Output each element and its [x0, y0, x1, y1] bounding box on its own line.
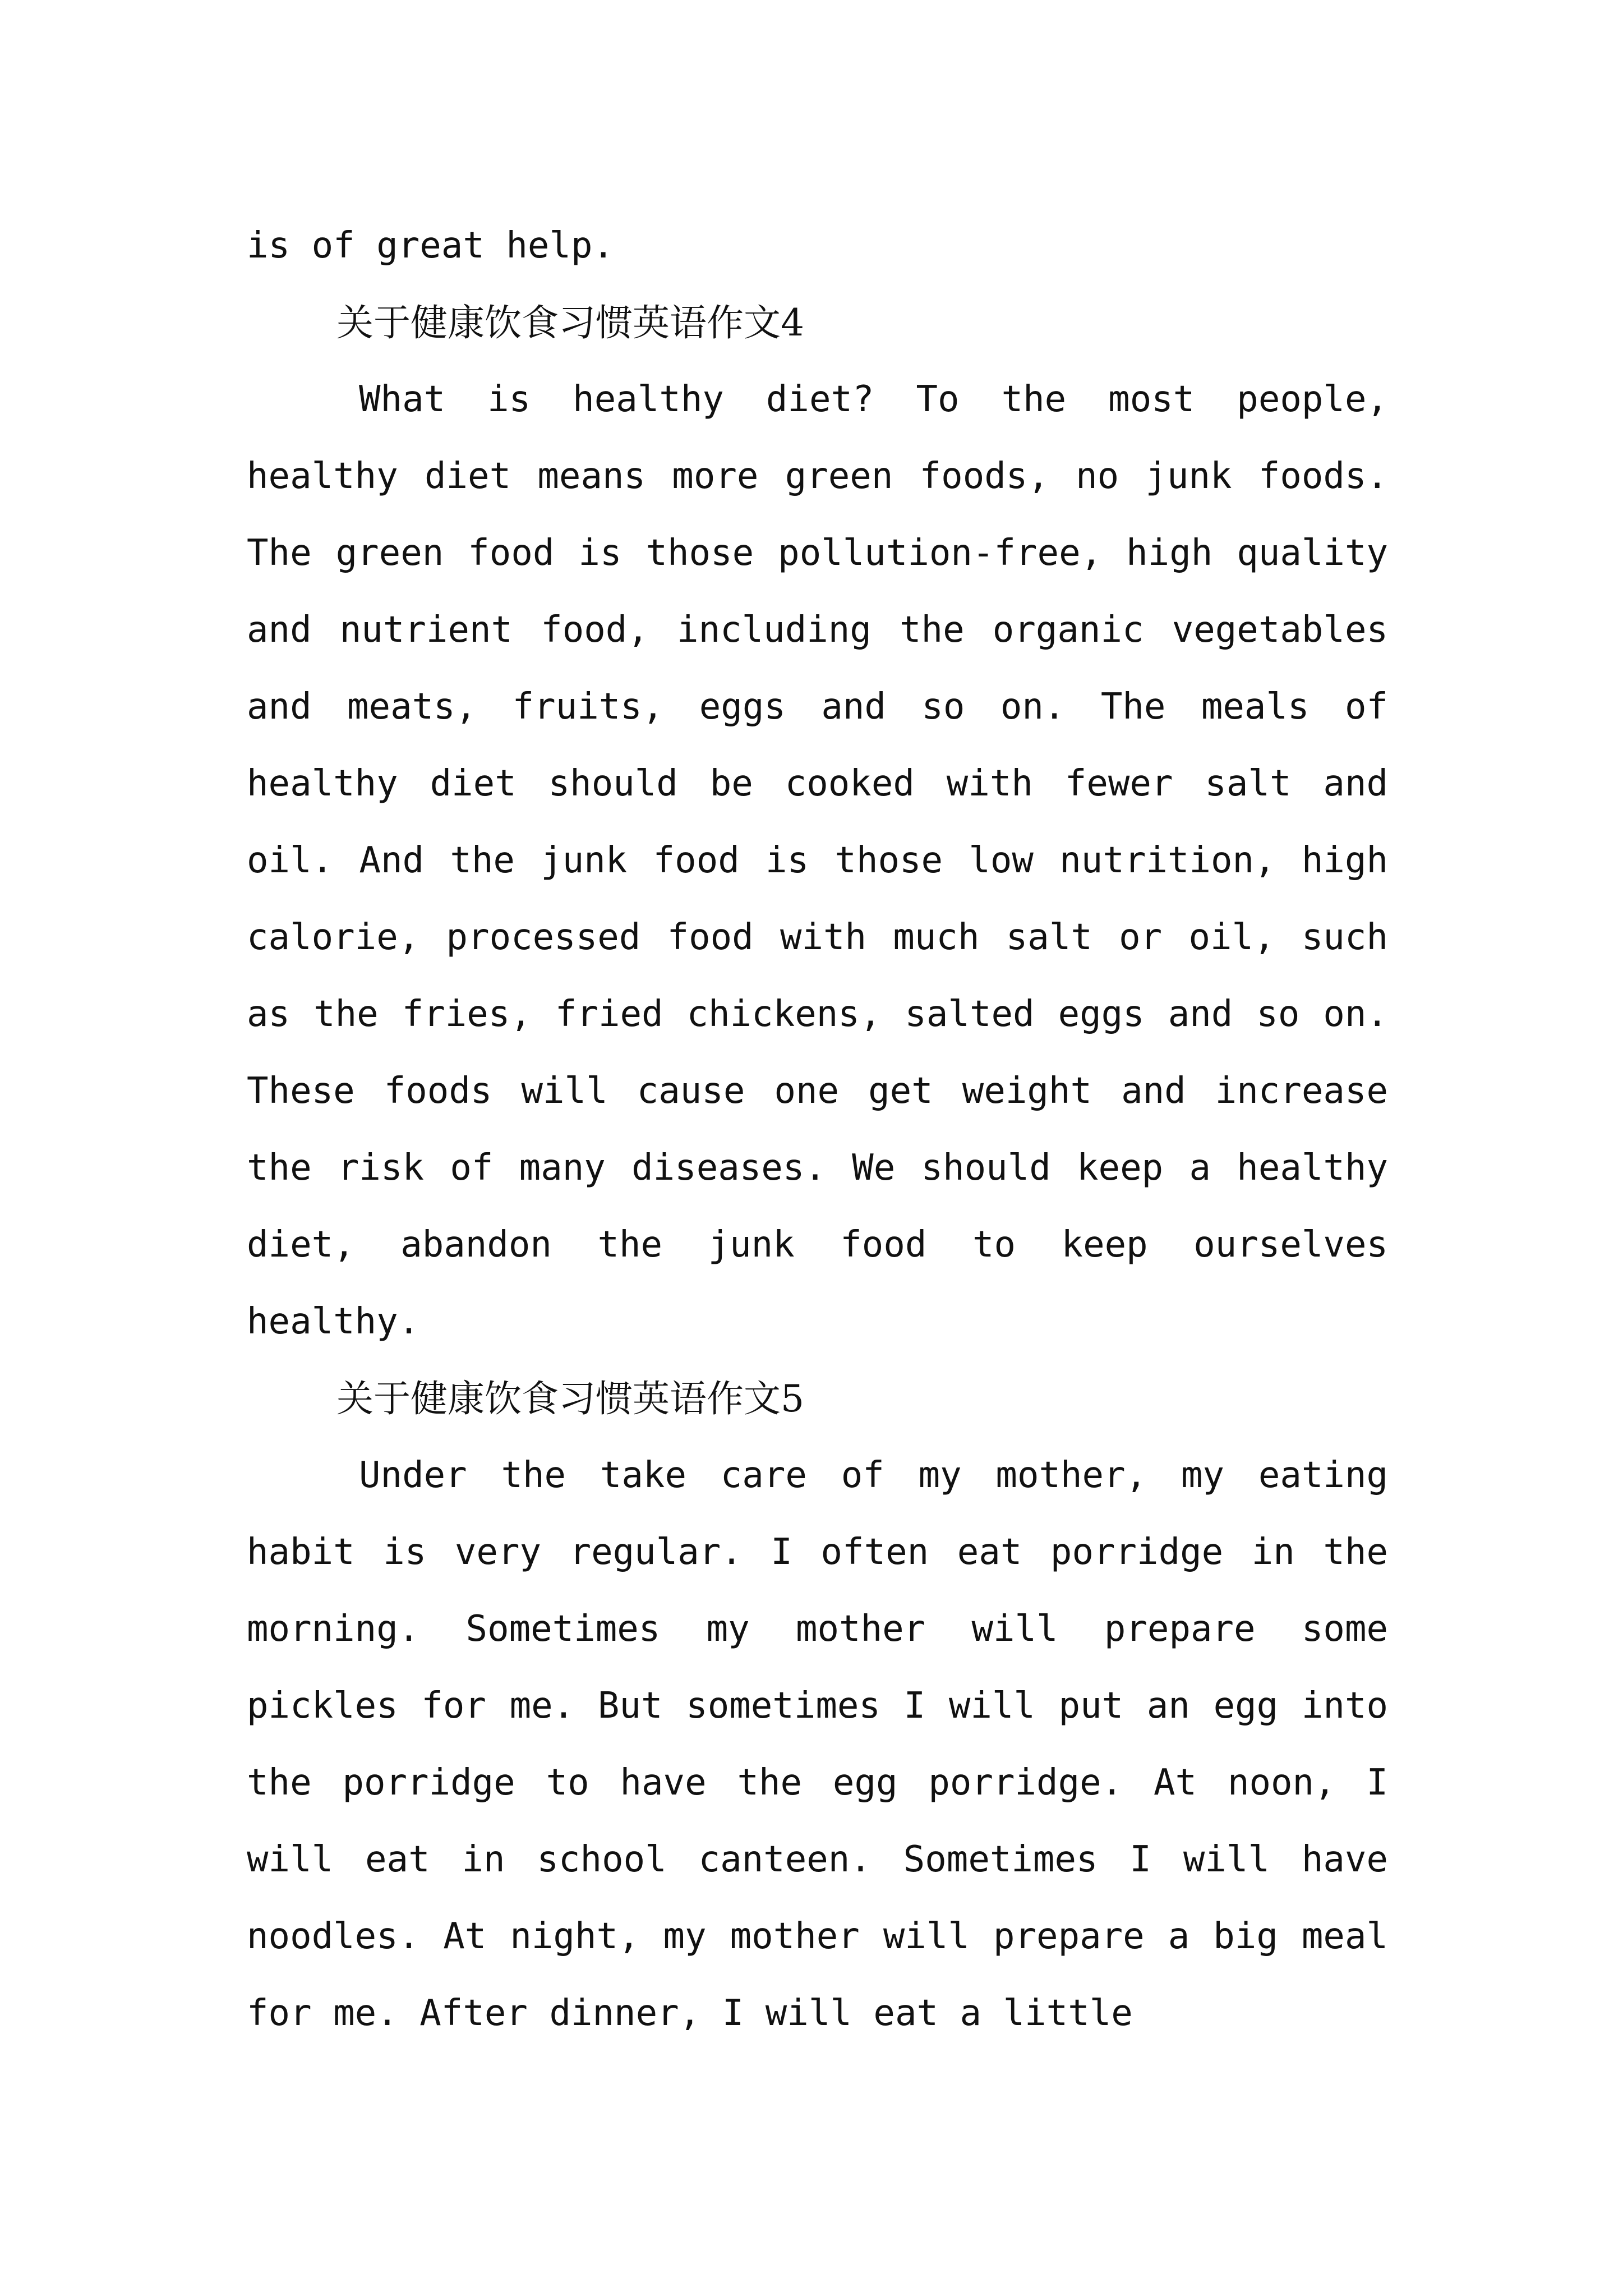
section-heading-4: 关于健康饮食习惯英语作文4 — [336, 301, 804, 344]
section-body-4: What is healthy diet? To the most people, healthy diet means more green foods, no junk foods. The green food is those pollution-free, high quality and nutrient food, including the organic vegetables and meats, fruits, eggs and so on. The meals of healthy diet should be cooked with fewer salt and oil. And the junk food is those low nutrition, high calorie, processed food with much salt or oil, such as the fries, fried chickens, salted eggs and so on. These foods will cause one get weight and increase the risk of many diseases. We should keep a healthy diet, abandon the junk food to keep ourselves healthy. — [247, 379, 1388, 1342]
section-heading-5: 关于健康饮食习惯英语作文5 — [336, 1377, 804, 1420]
document-body — [247, 208, 1388, 2052]
paragraph-fragment: is of great help. — [247, 225, 615, 266]
section-body-5: Under the take care of my mother, my eating habit is very regular. I often eat porridge in the morning. Sometimes my mother will prepare some pickles for me. But sometimes I will put an egg into the porridge to have the egg porridge. At noon, I will eat in school canteen. Sometimes I will have noodles. At night, my mother will prepare a big meal for me. After dinner, I will eat a little — [247, 1455, 1388, 2034]
